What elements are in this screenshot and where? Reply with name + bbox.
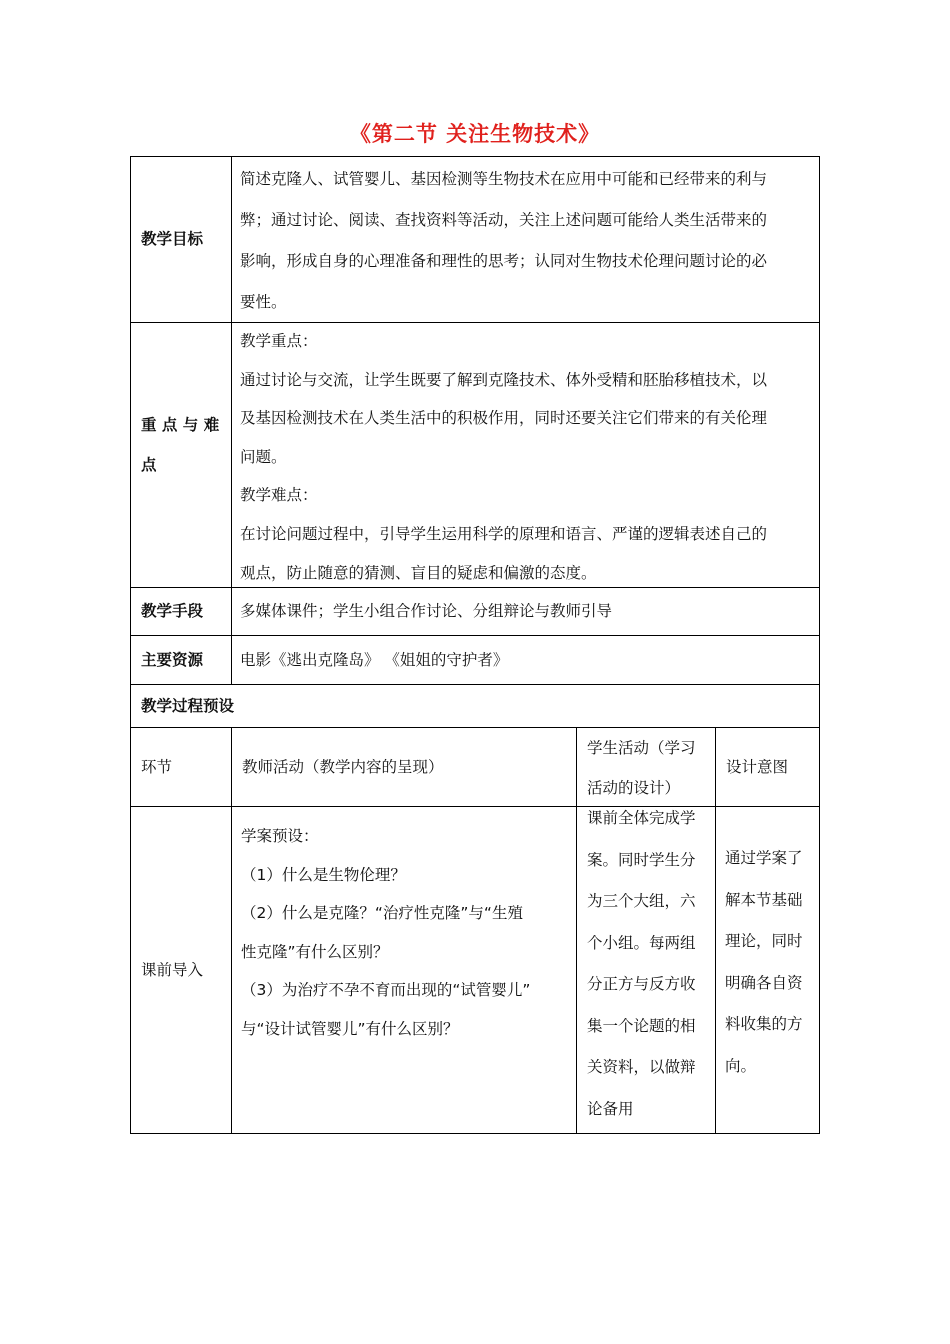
text-line: 个小组。每两组 xyxy=(587,933,696,952)
header-student xyxy=(577,728,715,806)
means-value: 多媒体课件；学生小组合作讨论、分组辩论与教师引导 xyxy=(240,602,613,620)
label-line: 重 点 与 难 xyxy=(141,416,220,434)
resources-label: 主要资源 xyxy=(141,650,204,669)
means-label: 教学手段 xyxy=(141,602,204,620)
header-intent: 设计意图 xyxy=(726,757,789,776)
text-line: 集一个论题的相 xyxy=(587,1016,696,1035)
lesson-plan-table xyxy=(130,156,820,1134)
text-line: 课前全体完成学 xyxy=(587,809,696,827)
text-line: 教学难点： xyxy=(240,486,318,505)
row-teacher-activity xyxy=(232,807,576,1133)
header-teacher: 教师活动（教学内容的呈现） xyxy=(242,757,444,776)
text-line: 通过讨论与交流，让学生既要了解到克隆技术、体外受精和胚胎移植技术，以 xyxy=(240,370,768,389)
goals-text xyxy=(232,157,819,322)
text-line: 学案预设： xyxy=(241,827,319,845)
header-line: 学生活动（学习 xyxy=(587,739,696,757)
text-line: 要性。 xyxy=(240,293,287,311)
text-line: 明确各自资 xyxy=(725,973,803,992)
text-line: 解本节基础 xyxy=(725,890,803,909)
text-line: 分正方与反方收 xyxy=(587,975,696,993)
text-line: 向。 xyxy=(725,1056,757,1075)
row-student-activity xyxy=(577,798,715,1124)
text-line: 料收集的方 xyxy=(725,1015,803,1033)
text-line: 论备用 xyxy=(587,1099,634,1118)
text-line: 性克隆”有什么区别？ xyxy=(241,942,389,961)
header-line: 活动的设计） xyxy=(587,779,681,797)
process-label: 教学过程预设 xyxy=(141,696,235,715)
key-points-label xyxy=(131,322,231,587)
text-line: 观点，防止随意的猜测、盲目的疑虑和偏激的态度。 xyxy=(240,563,597,582)
key-points-text xyxy=(232,322,819,587)
text-line: （3）为治疗不孕不育而出现的“试管婴儿” xyxy=(241,981,531,999)
text-line: 案。同时学生分 xyxy=(587,850,696,869)
row-design-intent xyxy=(716,807,819,1133)
text-line: 理论，同时 xyxy=(725,932,803,950)
text-line: 为三个大组，六 xyxy=(587,892,696,910)
document-title: 《第二节 关注生物技术》 xyxy=(349,122,601,146)
text-line: 在讨论问题过程中，引导学生运用科学的原理和语言、严谨的逻辑表述自己的 xyxy=(240,524,768,543)
text-line: 教学重点： xyxy=(240,332,318,350)
row-stage: 课前导入 xyxy=(141,960,204,979)
label-line: 点 xyxy=(141,456,157,474)
goals-label: 教学目标 xyxy=(141,230,204,248)
text-line: 及基因检测技术在人类生活中的积极作用，同时还要关注它们带来的有关伦理 xyxy=(240,409,768,428)
text-line: 关资料，以做辩 xyxy=(587,1058,696,1076)
text-line: （1）什么是生物伦理？ xyxy=(241,865,406,884)
text-line: 简述克隆人、试管婴儿、基因检测等生物技术在应用中可能和已经带来的利与 xyxy=(240,170,768,188)
text-line: 弊；通过讨论、阅读、查找资料等活动，关注上述问题可能给人类生活带来的 xyxy=(240,211,768,229)
resources-value: 电影《逃出克隆岛》 《姐姐的守护者》 xyxy=(240,650,509,669)
text-line: 影响，形成自身的心理准备和理性的思考；认同对生物技术伦理问题讨论的必 xyxy=(240,252,768,270)
text-line: 与“设计试管婴儿”有什么区别？ xyxy=(241,1019,459,1038)
text-line: （2）什么是克隆？“治疗性克隆”与“生殖 xyxy=(241,904,523,922)
header-stage: 环节 xyxy=(141,757,173,776)
text-line: 通过学案了 xyxy=(725,849,803,867)
text-line: 问题。 xyxy=(240,447,287,466)
